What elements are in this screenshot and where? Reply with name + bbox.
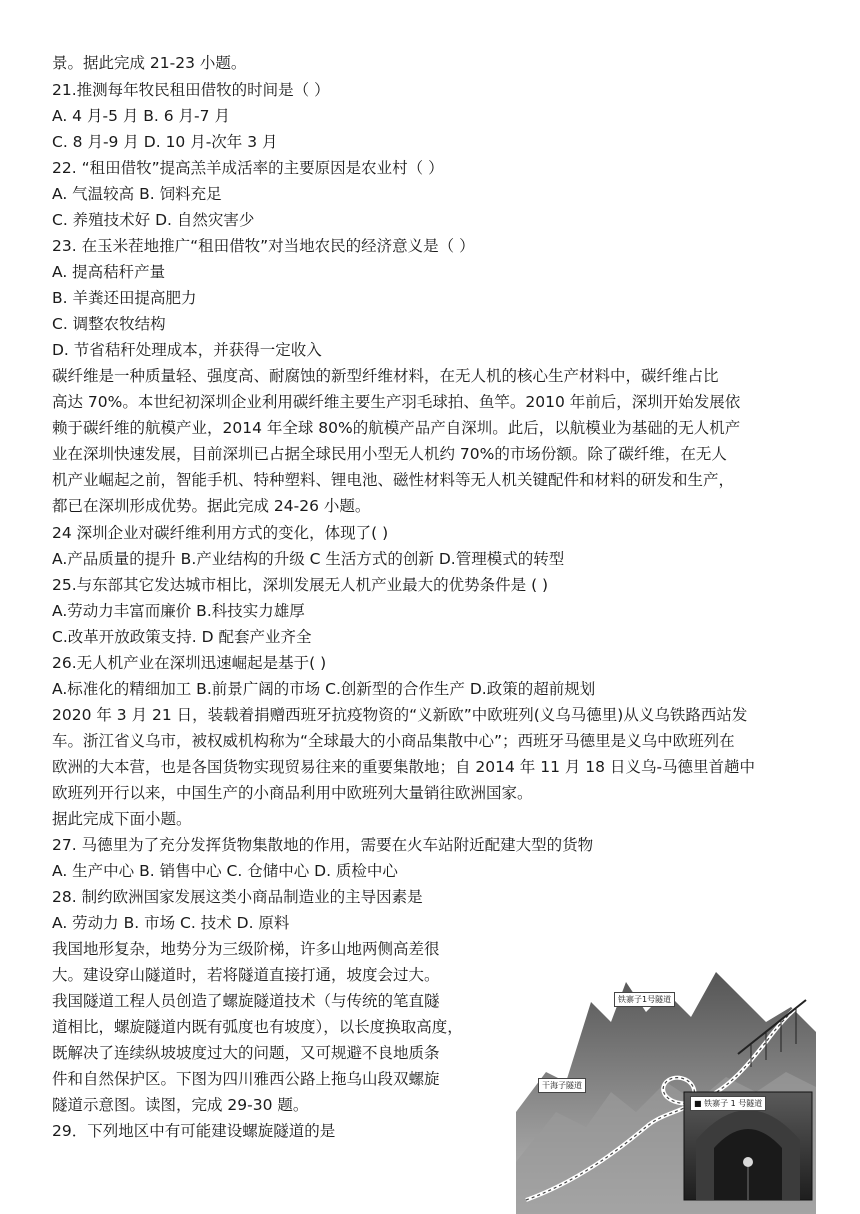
question-27-options: A. 生产中心 B. 销售中心 C. 仓储中心 D. 质检中心 bbox=[52, 862, 398, 880]
passage-yiwu-line: 欧班列开行以来，中国生产的小商品利用中欧班列大量销往欧洲国家。 bbox=[52, 784, 533, 802]
question-26: 26.无人机产业在深圳迅速崛起是基于( ) bbox=[52, 654, 327, 672]
text-line: 景。据此完成 21-23 小题。 bbox=[52, 54, 247, 72]
passage-carbon-fiber-line: 都已在深圳形成优势。据此完成 24-26 小题。 bbox=[52, 497, 371, 515]
question-24: 24 深圳企业对碳纤维利用方式的变化，体现了( ) bbox=[52, 524, 389, 542]
question-25: 25.与东部其它发达城市相比，深圳发展无人机产业最大的优势条件是 ( ) bbox=[52, 576, 549, 594]
passage-tunnel-line: 道相比，螺旋隧道内既有弧度也有坡度），以长度换取高度， bbox=[52, 1018, 463, 1036]
passage-carbon-fiber-line: 碳纤维是一种质量轻、强度高、耐腐蚀的新型纤维材料，在无人机的核心生产材料中，碳纤维占比 bbox=[52, 367, 719, 385]
passage-carbon-fiber-line: 赖于碳纤维的航模产业，2014 年全球 80%的航模产品产自深圳。此后，以航模业为基础的无人机产 bbox=[52, 419, 741, 437]
tunnel-light-icon bbox=[743, 1157, 753, 1167]
passage-yiwu-instruction: 据此完成下面小题。 bbox=[52, 810, 192, 828]
question-25-options-ab: A.劳动力丰富而廉价 B.科技实力雄厚 bbox=[52, 602, 305, 620]
passage-yiwu-line: 车。浙江省义乌市，被权威机构称为“全球最大的小商品集散中心”；西班牙马德里是义乌中欧班列在 bbox=[52, 732, 735, 750]
question-28: 28. 制约欧洲国家发展这类小商品制造业的主导因素是 bbox=[52, 888, 423, 906]
passage-carbon-fiber-line: 业在深圳快速发展，目前深圳已占据全球民用小型无人机约 70%的市场份额。除了碳纤维，在无人 bbox=[52, 445, 727, 463]
passage-tunnel-line: 件和自然保护区。下图为四川雅西公路上拖乌山段双螺旋 bbox=[52, 1070, 440, 1088]
question-28-options: A. 劳动力 B. 市场 C. 技术 D. 原料 bbox=[52, 914, 290, 932]
question-21-options-ab: A. 4 月-5 月 B. 6 月-7 月 bbox=[52, 107, 230, 125]
spiral-tunnel-figure bbox=[516, 962, 816, 1214]
question-21: 21.推测每年牧民租田借牧的时间是（ ） bbox=[52, 81, 330, 99]
question-27: 27. 马德里为了充分发挥货物集散地的作用，需要在火车站附近配建大型的货物 bbox=[52, 836, 594, 854]
passage-tunnel-line: 我国地形复杂，地势分为三级阶梯，许多山地两侧高差很 bbox=[52, 940, 440, 958]
question-25-options-cd: C.改革开放政策支持. D 配套产业齐全 bbox=[52, 628, 312, 646]
passage-carbon-fiber-line: 机产业崛起之前，智能手机、特种塑料、锂电池、磁性材料等无人机关键配件和材料的研发和生产， bbox=[52, 471, 735, 489]
question-23: 23. 在玉米茬地推广“租田借牧”对当地农民的经济意义是（ ） bbox=[52, 237, 475, 255]
question-23-option-c: C. 调整农牧结构 bbox=[52, 315, 166, 333]
passage-tunnel-line: 隧道示意图。读图，完成 29-30 题。 bbox=[52, 1096, 309, 1114]
label-ganhaizi-tunnel: 干海子隧道 bbox=[538, 1078, 586, 1093]
passage-tunnel-line: 我国隧道工程人员创造了螺旋隧道技术（与传统的笔直隧 bbox=[52, 992, 440, 1010]
question-22: 22. “租田借牧”提高羔羊成活率的主要原因是农业村（ ） bbox=[52, 159, 444, 177]
question-22-options-ab: A. 气温较高 B. 饲料充足 bbox=[52, 185, 222, 203]
question-23-option-b: B. 羊粪还田提高肥力 bbox=[52, 289, 197, 307]
passage-carbon-fiber-line: 高达 70%。本世纪初深圳企业利用碳纤维主要生产羽毛球拍、鱼竿。2010 年前后，深圳开始发展依 bbox=[52, 393, 741, 411]
question-29: 29．下列地区中有可能建设螺旋隧道的是 bbox=[52, 1122, 336, 1140]
passage-tunnel-line: 既解决了连续纵坡坡度过大的问题，又可规避不良地质条 bbox=[52, 1044, 440, 1062]
question-26-options: A.标准化的精细加工 B.前景广阔的市场 C.创新型的合作生产 D.政策的超前规划 bbox=[52, 680, 596, 698]
passage-tunnel-line: 大。建设穿山隧道时，若将隧道直接打通，坡度会过大。 bbox=[52, 966, 440, 984]
question-23-option-d: D. 节省秸秆处理成本，并获得一定收入 bbox=[52, 341, 322, 359]
question-22-options-cd: C. 养殖技术好 D. 自然灾害少 bbox=[52, 211, 255, 229]
question-24-options: A.产品质量的提升 B.产业结构的升级 C 生活方式的创新 D.管理模式的转型 bbox=[52, 550, 565, 568]
question-23-option-a: A. 提高秸秆产量 bbox=[52, 263, 166, 281]
label-inset-tunnel: ■ 铁寨子 1 号隧道 bbox=[690, 1096, 766, 1111]
question-21-options-cd: C. 8 月-9 月 D. 10 月-次年 3 月 bbox=[52, 133, 278, 151]
passage-yiwu-line: 2020 年 3 月 21 日，装载着捐赠西班牙抗疫物资的“义新欧”中欧班列(义乌马德里)从义乌铁路西站发 bbox=[52, 706, 748, 724]
label-tiezhaizi-tunnel: 铁寨子1号隧道 bbox=[614, 992, 675, 1007]
passage-yiwu-line: 欧洲的大本营，也是各国货物实现贸易往来的重要集散地；自 2014 年 11 月 18 日义乌-马德里首趟中 bbox=[52, 758, 756, 776]
